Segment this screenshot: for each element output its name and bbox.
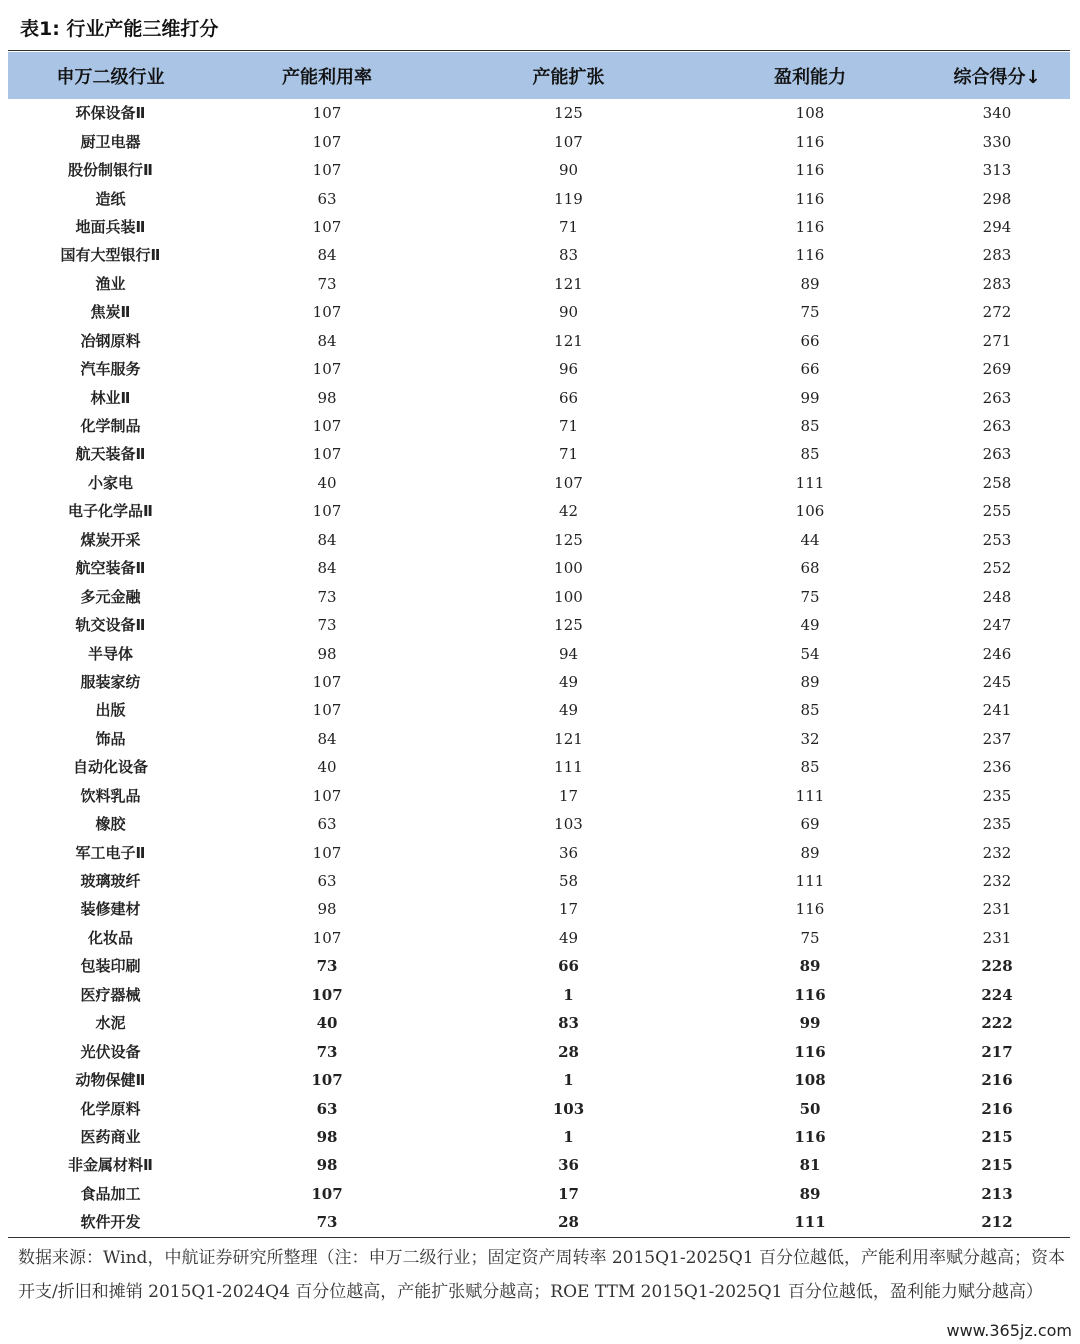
cell-profitability: 111 xyxy=(794,1213,826,1232)
cell-industry: 煤炭开采 xyxy=(80,530,141,549)
table-row xyxy=(8,952,1070,980)
cell-expansion: 66 xyxy=(558,957,579,976)
cell-expansion: 121 xyxy=(554,729,583,748)
cell-industry: 橡胶 xyxy=(95,815,126,834)
cell-profitability: 99 xyxy=(799,1014,821,1033)
cell-expansion: 1 xyxy=(563,1071,574,1090)
cell-profitability: 49 xyxy=(800,616,820,635)
cell-total-score: 245 xyxy=(982,672,1012,691)
cell-total-score: 272 xyxy=(982,303,1012,322)
cell-utilization: 73 xyxy=(317,587,337,606)
cell-total-score: 247 xyxy=(982,616,1012,635)
table-row xyxy=(8,1009,1070,1037)
cell-profitability: 111 xyxy=(795,473,825,492)
table-row xyxy=(8,355,1070,383)
table-row xyxy=(8,327,1070,355)
cell-total-score: 231 xyxy=(982,900,1012,919)
table-row xyxy=(8,1037,1070,1065)
cell-profitability: 89 xyxy=(799,957,821,976)
cell-total-score: 269 xyxy=(982,360,1012,379)
cell-total-score: 298 xyxy=(982,189,1012,208)
cell-utilization: 73 xyxy=(317,274,337,293)
cell-industry: 自动化设备 xyxy=(72,758,148,777)
cell-total-score: 216 xyxy=(981,1099,1013,1118)
cell-utilization: 40 xyxy=(316,1014,338,1033)
cell-industry: 动物保健Ⅱ xyxy=(75,1071,146,1090)
cell-industry: 军工电子Ⅱ xyxy=(75,843,146,862)
table-row xyxy=(8,469,1070,497)
cell-utilization: 107 xyxy=(311,1184,343,1203)
cell-expansion: 111 xyxy=(554,758,583,777)
table-row xyxy=(8,1123,1070,1151)
cell-profitability: 108 xyxy=(795,104,825,123)
cell-industry: 化学制品 xyxy=(80,417,141,436)
cell-expansion: 125 xyxy=(554,530,583,549)
cell-profitability: 66 xyxy=(800,360,820,379)
cell-utilization: 98 xyxy=(317,644,337,663)
cell-expansion: 49 xyxy=(558,928,579,947)
cell-utilization: 98 xyxy=(317,388,337,407)
cell-profitability: 116 xyxy=(794,985,826,1004)
cell-profitability: 50 xyxy=(799,1099,821,1118)
cell-expansion: 125 xyxy=(554,104,583,123)
cell-profitability: 75 xyxy=(800,587,820,606)
cell-total-score: 235 xyxy=(982,786,1012,805)
cell-profitability: 106 xyxy=(795,502,825,521)
cell-profitability: 75 xyxy=(800,928,820,947)
cell-industry: 轨交设备Ⅱ xyxy=(75,616,146,635)
cell-utilization: 107 xyxy=(312,786,342,805)
watermark: www.365jz.com xyxy=(946,1321,1072,1340)
bottom-rule xyxy=(8,1237,1070,1238)
table-row xyxy=(8,127,1070,155)
cell-profitability: 116 xyxy=(795,900,825,919)
table-row xyxy=(8,611,1070,639)
cell-utilization: 63 xyxy=(316,1099,338,1118)
cell-industry: 小家电 xyxy=(87,473,133,492)
cell-profitability: 81 xyxy=(799,1156,821,1175)
cell-utilization: 63 xyxy=(317,189,337,208)
cell-industry: 饮料乳品 xyxy=(80,786,141,805)
cell-total-score: 263 xyxy=(982,445,1012,464)
cell-total-score: 232 xyxy=(982,872,1012,891)
cell-total-score: 248 xyxy=(982,587,1012,606)
cell-expansion: 107 xyxy=(554,473,583,492)
cell-total-score: 253 xyxy=(982,530,1012,549)
table-row xyxy=(8,383,1070,411)
cell-profitability: 69 xyxy=(800,815,820,834)
cell-industry: 医疗器械 xyxy=(80,985,141,1004)
cell-total-score: 215 xyxy=(981,1156,1013,1175)
cell-total-score: 340 xyxy=(982,104,1012,123)
table-row xyxy=(8,668,1070,696)
cell-utilization: 107 xyxy=(311,985,343,1004)
table-title: 表1: 行业产能三维打分 xyxy=(20,18,219,40)
cell-industry: 装修建材 xyxy=(80,900,141,919)
cell-utilization: 84 xyxy=(317,246,337,265)
cell-profitability: 85 xyxy=(800,445,820,464)
cell-utilization: 107 xyxy=(312,104,342,123)
cell-industry: 航空装备Ⅱ xyxy=(75,559,146,578)
table-row xyxy=(8,412,1070,440)
cell-utilization: 84 xyxy=(317,530,337,549)
cell-utilization: 40 xyxy=(317,758,337,777)
table-row xyxy=(8,1208,1070,1236)
cell-profitability: 116 xyxy=(794,1127,826,1146)
cell-utilization: 107 xyxy=(312,303,342,322)
cell-total-score: 283 xyxy=(982,274,1012,293)
cell-utilization: 107 xyxy=(312,701,342,720)
header-utilization[interactable]: 产能利用率 xyxy=(213,52,441,99)
cell-total-score: 258 xyxy=(982,473,1012,492)
cell-profitability: 111 xyxy=(795,872,825,891)
cell-expansion: 94 xyxy=(558,644,579,663)
table-row xyxy=(8,298,1070,326)
cell-industry: 光伏设备 xyxy=(80,1042,141,1061)
cell-industry: 造纸 xyxy=(95,189,126,208)
table-row xyxy=(8,1094,1070,1122)
table-row xyxy=(8,1180,1070,1208)
table-row xyxy=(8,1066,1070,1094)
cell-industry: 非金属材料Ⅱ xyxy=(68,1156,153,1175)
cell-utilization: 107 xyxy=(312,417,342,436)
cell-total-score: 215 xyxy=(981,1127,1013,1146)
table-row xyxy=(8,184,1070,212)
cell-utilization: 107 xyxy=(312,161,342,180)
cell-industry: 医药商业 xyxy=(80,1127,141,1146)
cell-expansion: 96 xyxy=(558,360,579,379)
header-industry[interactable]: 申万二级行业 xyxy=(8,52,213,99)
cell-utilization: 84 xyxy=(317,559,337,578)
cell-profitability: 75 xyxy=(800,303,820,322)
cell-expansion: 36 xyxy=(558,843,579,862)
header-total-score[interactable]: 综合得分↓ xyxy=(924,52,1070,99)
cell-industry: 化妆品 xyxy=(87,928,133,947)
cell-expansion: 42 xyxy=(558,502,579,521)
cell-industry: 环保设备Ⅱ xyxy=(75,104,146,123)
source-note: 数据来源：Wind，中航证券研究所整理（注：申万二级行业；固定资产周转率 2015Q1-2025Q1 百分位越低，产能利用率赋分越高；资本开支/折旧和摊销 2015Q1-2024Q4 百分位越高，产能扩张赋分越高；ROE TTM 2015Q1-2025Q1 百分位越低，盈利能力赋分越高） xyxy=(18,1248,1066,1302)
cell-expansion: 17 xyxy=(558,900,579,919)
cell-industry: 电子化学品Ⅱ xyxy=(68,502,153,521)
cell-industry: 股份制银行Ⅱ xyxy=(68,161,153,180)
cell-utilization: 73 xyxy=(316,957,338,976)
cell-expansion: 100 xyxy=(554,559,583,578)
cell-expansion: 90 xyxy=(558,161,579,180)
cell-profitability: 68 xyxy=(800,559,820,578)
cell-industry: 多元金融 xyxy=(80,587,141,606)
cell-industry: 半导体 xyxy=(87,644,133,663)
cell-expansion: 1 xyxy=(563,1127,574,1146)
cell-total-score: 283 xyxy=(982,246,1012,265)
cell-expansion: 49 xyxy=(558,701,579,720)
cell-profitability: 85 xyxy=(800,758,820,777)
cell-utilization: 98 xyxy=(316,1127,338,1146)
cell-total-score: 271 xyxy=(982,331,1012,350)
cell-total-score: 224 xyxy=(981,985,1013,1004)
cell-utilization: 84 xyxy=(317,331,337,350)
header-profitability[interactable]: 盈利能力 xyxy=(696,52,924,99)
cell-expansion: 121 xyxy=(554,331,583,350)
table-row xyxy=(8,270,1070,298)
cell-utilization: 98 xyxy=(317,900,337,919)
cell-utilization: 63 xyxy=(317,872,337,891)
cell-expansion: 83 xyxy=(558,246,579,265)
cell-utilization: 107 xyxy=(312,843,342,862)
cell-industry: 包装印刷 xyxy=(80,957,141,976)
cell-profitability: 54 xyxy=(800,644,820,663)
cell-profitability: 44 xyxy=(800,530,820,549)
table-row xyxy=(8,99,1070,127)
table-row xyxy=(8,810,1070,838)
cell-total-score: 216 xyxy=(981,1071,1013,1090)
table-row xyxy=(8,895,1070,923)
cell-profitability: 89 xyxy=(800,274,820,293)
cell-total-score: 263 xyxy=(982,417,1012,436)
cell-profitability: 85 xyxy=(800,417,820,436)
cell-industry: 化学原料 xyxy=(80,1099,141,1118)
header-expansion[interactable]: 产能扩张 xyxy=(441,52,696,99)
table-row xyxy=(8,582,1070,610)
cell-total-score: 246 xyxy=(982,644,1012,663)
table-row xyxy=(8,156,1070,184)
cell-expansion: 17 xyxy=(558,1184,579,1203)
cell-expansion: 17 xyxy=(558,786,579,805)
cell-expansion: 119 xyxy=(554,189,583,208)
cell-industry: 国有大型银行Ⅱ xyxy=(60,246,161,265)
cell-profitability: 85 xyxy=(800,701,820,720)
cell-expansion: 125 xyxy=(554,616,583,635)
cell-utilization: 40 xyxy=(317,473,337,492)
cell-industry: 渔业 xyxy=(95,274,126,293)
cell-utilization: 107 xyxy=(312,928,342,947)
cell-total-score: 231 xyxy=(982,928,1012,947)
cell-utilization: 73 xyxy=(316,1213,338,1232)
cell-total-score: 236 xyxy=(982,758,1012,777)
cell-expansion: 103 xyxy=(554,815,583,834)
table-row xyxy=(8,554,1070,582)
table-row xyxy=(8,981,1070,1009)
table-row xyxy=(8,753,1070,781)
cell-expansion: 71 xyxy=(558,445,579,464)
cell-profitability: 116 xyxy=(795,189,825,208)
cell-utilization: 107 xyxy=(312,217,342,236)
cell-profitability: 116 xyxy=(795,217,825,236)
cell-industry: 林业Ⅱ xyxy=(90,388,131,407)
table-row xyxy=(8,1151,1070,1179)
cell-industry: 饰品 xyxy=(95,729,126,748)
cell-expansion: 58 xyxy=(558,872,579,891)
table-row xyxy=(8,725,1070,753)
top-rule xyxy=(8,50,1070,51)
cell-industry: 汽车服务 xyxy=(80,360,141,379)
cell-profitability: 89 xyxy=(800,672,820,691)
cell-total-score: 212 xyxy=(981,1213,1013,1232)
cell-expansion: 90 xyxy=(558,303,579,322)
table-row xyxy=(8,213,1070,241)
cell-expansion: 103 xyxy=(552,1099,585,1118)
cell-industry: 软件开发 xyxy=(80,1213,141,1232)
cell-profitability: 89 xyxy=(799,1184,821,1203)
cell-expansion: 71 xyxy=(558,417,579,436)
cell-total-score: 252 xyxy=(982,559,1012,578)
cell-profitability: 116 xyxy=(794,1042,826,1061)
cell-expansion: 28 xyxy=(558,1213,579,1232)
table-row xyxy=(8,440,1070,468)
cell-utilization: 98 xyxy=(316,1156,338,1175)
cell-total-score: 255 xyxy=(982,502,1012,521)
score-table xyxy=(8,52,1070,1237)
cell-expansion: 1 xyxy=(563,985,574,1004)
cell-expansion: 71 xyxy=(558,217,579,236)
table-row xyxy=(8,838,1070,866)
cell-total-score: 217 xyxy=(981,1042,1013,1061)
table-row xyxy=(8,696,1070,724)
table-row xyxy=(8,782,1070,810)
table-row xyxy=(8,241,1070,269)
cell-industry: 出版 xyxy=(95,701,126,720)
cell-total-score: 228 xyxy=(981,957,1013,976)
cell-industry: 玻璃玻纤 xyxy=(80,872,141,891)
cell-utilization: 107 xyxy=(312,502,342,521)
table-row xyxy=(8,639,1070,667)
cell-profitability: 116 xyxy=(795,246,825,265)
cell-utilization: 107 xyxy=(311,1071,343,1090)
cell-total-score: 313 xyxy=(982,161,1012,180)
table-row xyxy=(8,867,1070,895)
cell-industry: 地面兵装Ⅱ xyxy=(75,217,146,236)
cell-utilization: 107 xyxy=(312,360,342,379)
table-row xyxy=(8,497,1070,525)
cell-industry: 服装家纺 xyxy=(80,672,141,691)
cell-utilization: 73 xyxy=(317,616,337,635)
cell-total-score: 235 xyxy=(982,815,1012,834)
table-row xyxy=(8,924,1070,952)
cell-utilization: 63 xyxy=(317,815,337,834)
cell-profitability: 99 xyxy=(800,388,820,407)
cell-utilization: 107 xyxy=(312,132,342,151)
cell-profitability: 116 xyxy=(795,161,825,180)
cell-total-score: 232 xyxy=(982,843,1012,862)
cell-utilization: 84 xyxy=(317,729,337,748)
cell-profitability: 116 xyxy=(795,132,825,151)
cell-profitability: 89 xyxy=(800,843,820,862)
cell-industry: 焦炭Ⅱ xyxy=(90,303,131,322)
cell-industry: 航天装备Ⅱ xyxy=(75,445,146,464)
table-row xyxy=(8,526,1070,554)
cell-expansion: 83 xyxy=(558,1014,579,1033)
cell-profitability: 111 xyxy=(795,786,825,805)
cell-expansion: 121 xyxy=(554,274,583,293)
cell-profitability: 108 xyxy=(794,1071,826,1090)
cell-industry: 水泥 xyxy=(95,1014,126,1033)
cell-expansion: 49 xyxy=(558,672,579,691)
cell-total-score: 213 xyxy=(981,1184,1013,1203)
cell-total-score: 222 xyxy=(981,1014,1013,1033)
header-row xyxy=(8,52,1070,99)
cell-expansion: 66 xyxy=(558,388,579,407)
table-body xyxy=(8,99,1070,1237)
cell-industry: 冶钢原料 xyxy=(80,331,141,350)
cell-utilization: 107 xyxy=(312,672,342,691)
cell-total-score: 241 xyxy=(982,701,1012,720)
cell-total-score: 237 xyxy=(982,729,1012,748)
cell-profitability: 66 xyxy=(800,331,820,350)
cell-expansion: 28 xyxy=(558,1042,579,1061)
cell-expansion: 107 xyxy=(554,132,583,151)
cell-expansion: 36 xyxy=(558,1156,579,1175)
cell-expansion: 100 xyxy=(554,587,583,606)
cell-total-score: 294 xyxy=(982,217,1012,236)
cell-profitability: 32 xyxy=(800,729,820,748)
cell-utilization: 107 xyxy=(312,445,342,464)
cell-industry: 食品加工 xyxy=(80,1184,141,1203)
cell-industry: 厨卫电器 xyxy=(80,132,141,151)
cell-utilization: 73 xyxy=(316,1042,338,1061)
cell-total-score: 330 xyxy=(982,132,1012,151)
cell-total-score: 263 xyxy=(982,388,1012,407)
